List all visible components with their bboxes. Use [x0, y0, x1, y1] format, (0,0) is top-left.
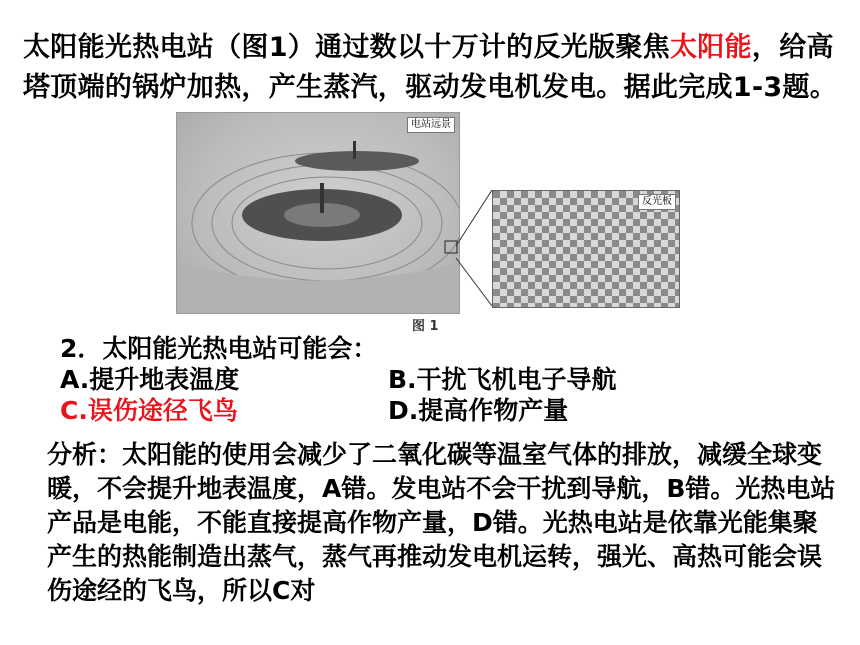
- figure-caption: 图 1: [412, 319, 439, 334]
- intro-highlight: 太阳能: [670, 32, 752, 63]
- intro-text-1: 太阳能光热电站（图1）通过数以十万计的反光版聚焦: [23, 32, 670, 63]
- option-a: A.提升地表温度: [60, 365, 240, 394]
- analysis-paragraph: 分析：太阳能的使用会减少了二氧化碳等温室气体的排放，减缓全球变暖，不会提升地表温度，A错。发电站不会干扰到导航，B错。光热电站产品是电能，不能直接提高作物产量，D错。光热电站是依靠光能集聚产生的热能制造出蒸气，蒸气再推动发电机运转，强光、高热可能会误伤途经的飞鸟，所以C对: [47, 440, 836, 605]
- station-tag: 电站远景: [407, 117, 455, 133]
- options-row-1: [60, 364, 840, 395]
- option-b: B.干扰飞机电子导航: [388, 365, 617, 394]
- question-stem: 2．太阳能光热电站可能会：: [60, 334, 378, 363]
- option-d: D.提高作物产量: [388, 396, 569, 425]
- intro-paragraph: [23, 28, 843, 108]
- intro-text-2: ，给高塔顶端的锅炉加热，产生蒸汽，驱动发电机发电。据此完成1-3题。: [23, 32, 838, 103]
- question-block: [60, 333, 840, 426]
- figure-1: [176, 112, 706, 342]
- option-c: C.误伤途径飞鸟: [60, 396, 238, 425]
- reflector-photo: [492, 190, 680, 308]
- options-row-2: [60, 395, 840, 426]
- reflector-tag: 反光板: [638, 194, 676, 210]
